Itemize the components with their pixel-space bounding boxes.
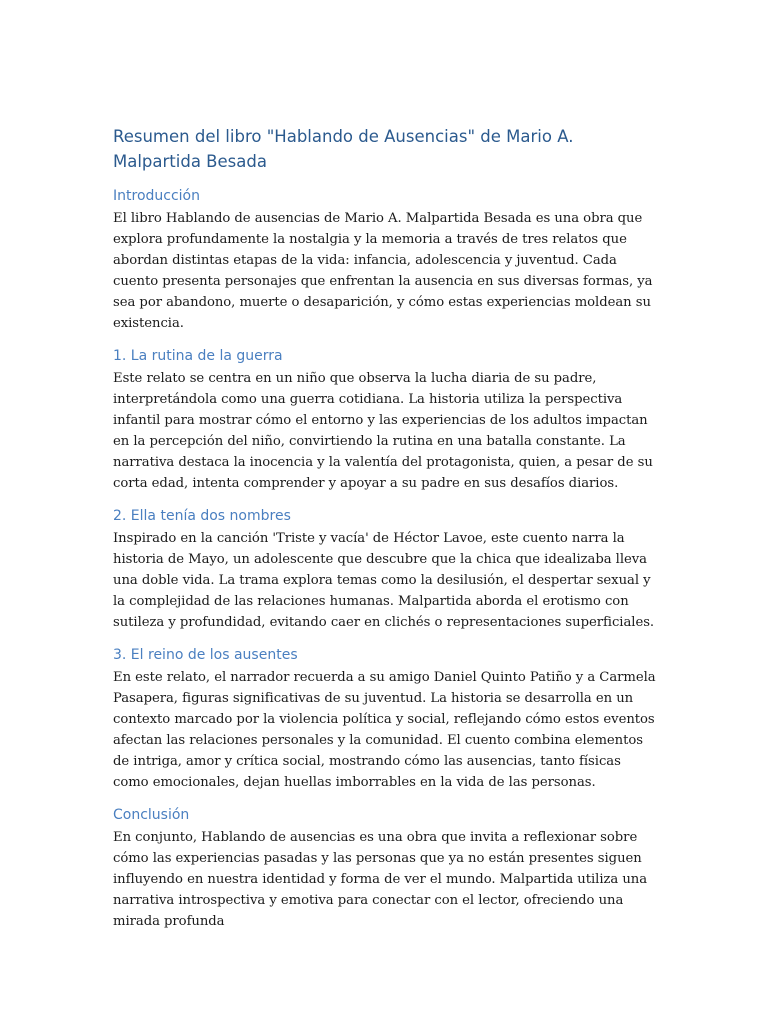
- section-paragraph: Inspirado en la canción 'Triste y vacía' de Héctor Lavoe, este cuento narra la historia de Mayo, un adolescente que descubre que la chica que idealizaba lleva una doble vida. La trama explora temas como la desilusión, el despertar sexual y la complejidad de las relaciones humanas. Malpartida aborda el erotismo con sutileza y profundidad, evitando caer en clichés o representaciones superficiales.: [113, 531, 655, 630]
- section-heading: 2. Ella tenía dos nombres: [113, 508, 291, 524]
- section-heading: 3. El reino de los ausentes: [113, 647, 298, 663]
- section-heading: Conclusión: [113, 807, 190, 823]
- document-page: [113, 124, 658, 944]
- section-heading: Introducción: [113, 188, 200, 204]
- section-paragraph: Este relato se centra en un niño que observa la lucha diaria de su padre, interpretándola como una guerra cotidiana. La historia utiliza la perspectiva infantil para mostrar cómo el entorno y las experiencias de los adultos impactan en la percepción del niño, convirtiendo la rutina en una batalla constante. La narrativa destaca la inocencia y la valentía del protagonista, quien, a pesar de su corta edad, intenta comprender y apoyar a su padre en sus desafíos diarios.: [113, 371, 653, 491]
- section-paragraph: En este relato, el narrador recuerda a su amigo Daniel Quinto Patiño y a Carmela Pasapera, figuras significativas de su juventud. La historia se desarrolla en un contexto marcado por la violencia política y social, reflejando cómo estos eventos afectan las relaciones personales y la comunidad. El cuento combina elementos de intriga, amor y crítica social, mostrando cómo las ausencias, tanto físicas como emocionales, dejan huellas imborrables en la vida de las personas.: [113, 670, 656, 790]
- section-heading: 1. La rutina de la guerra: [113, 348, 283, 364]
- section-introduccion: [113, 186, 658, 334]
- document-title: Resumen del libro "Hablando de Ausencias" de Mario A. Malpartida Besada: [113, 127, 574, 171]
- section-reino-ausentes: [113, 645, 658, 793]
- section-conclusion: [113, 805, 658, 932]
- section-paragraph: El libro Hablando de ausencias de Mario A. Malpartida Besada es una obra que explora profundamente la nostalgia y la memoria a través de tres relatos que abordan distintas etapas de la vida: infancia, adolescencia y juventud. Cada cuento presenta personajes que enfrentan la ausencia en sus diversas formas, ya sea por abandono, muerte o desaparición, y cómo estas experiencias moldean su existencia.: [113, 211, 653, 331]
- section-paragraph: En conjunto, Hablando de ausencias es una obra que invita a reflexionar sobre cómo las experiencias pasadas y las personas que ya no están presentes siguen influyendo en nuestra identidad y forma de ver el mundo. Malpartida utiliza una narrativa introspectiva y emotiva para conectar con el lector, ofreciendo una mirada profunda: [113, 830, 648, 929]
- section-rutina-guerra: [113, 346, 658, 494]
- section-dos-nombres: [113, 506, 658, 633]
